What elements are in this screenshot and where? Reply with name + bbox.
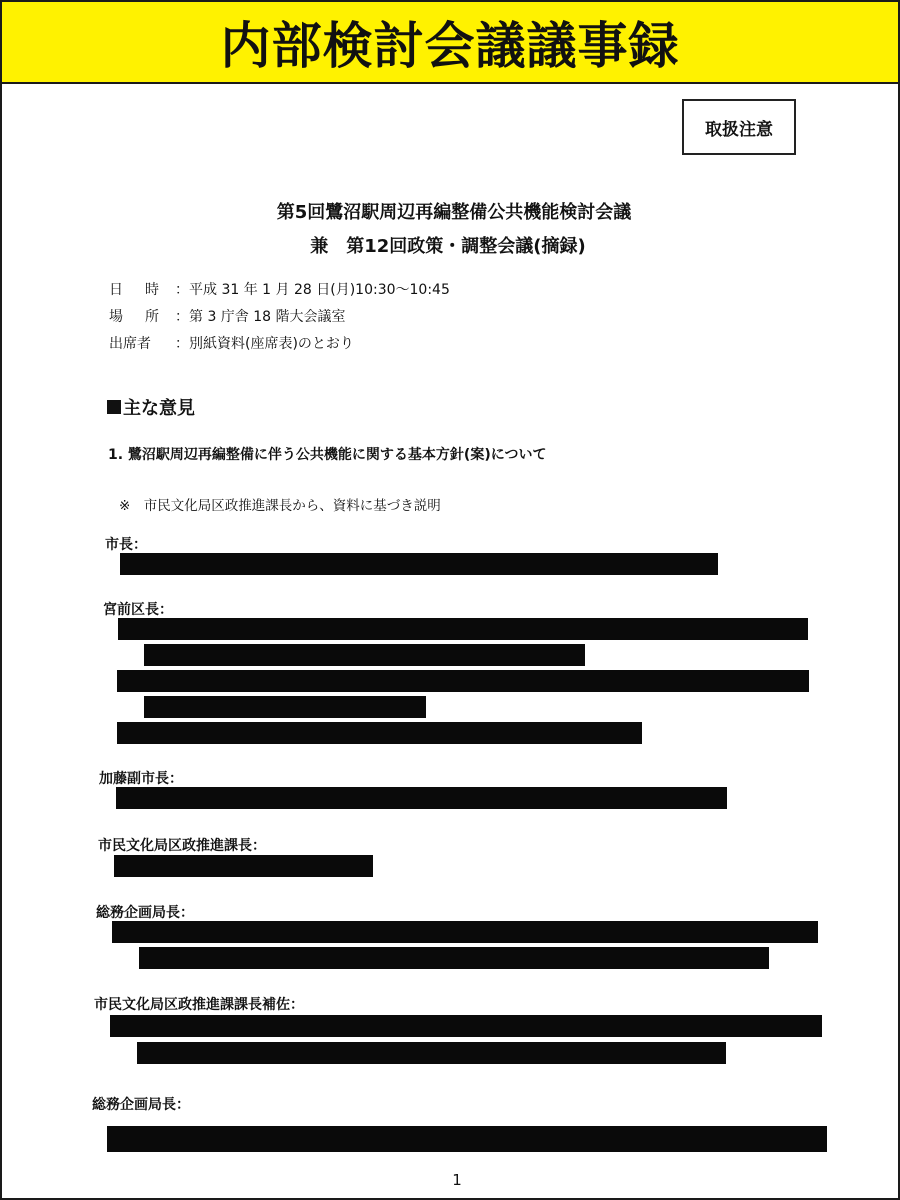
section-heading-text: 主な意見 xyxy=(123,398,195,419)
speaker-label: 市長： xyxy=(105,537,147,553)
redaction-bar xyxy=(139,947,769,969)
meta-value: ：別紙資料(座席表)のとおり xyxy=(175,336,354,352)
speaker-label: 宮前区長： xyxy=(103,602,173,618)
speaker-label: 市民文化局区政推進課長： xyxy=(98,838,266,854)
page-number: 1 xyxy=(452,1171,462,1189)
section-heading xyxy=(107,394,195,420)
redaction-bar xyxy=(116,787,727,809)
redaction-bar xyxy=(117,670,809,692)
speaker-label: 市民文化局区政推進課課長補佐： xyxy=(94,997,304,1013)
redaction-bar xyxy=(120,553,718,575)
agenda-item-1: 1. 鷺沼駅周辺再編整備に伴う公共機能に関する基本方針(案)について xyxy=(108,447,547,463)
redaction-bar xyxy=(137,1042,726,1064)
redaction-bar xyxy=(144,644,585,666)
meta-value: ：第 3 庁舎 18 階大会議室 xyxy=(175,309,346,325)
redaction-bar xyxy=(114,855,373,877)
redaction-bar xyxy=(144,696,426,718)
meta-place xyxy=(109,306,346,326)
meta-key: 日 時 xyxy=(109,282,163,298)
banner-title: 内部検討会議議事録 xyxy=(220,17,680,75)
redaction-bar xyxy=(112,921,818,943)
redaction-bar xyxy=(110,1015,822,1037)
meta-value: ：平成 31 年 1 月 28 日(月)10:30～10:45 xyxy=(175,282,450,298)
explanation-note: ※ 市民文化局区政推進課長から、資料に基づき説明 xyxy=(119,498,441,514)
meta-key: 場 所 xyxy=(109,309,163,325)
confidential-stamp: 取扱注意 xyxy=(682,99,796,155)
meta-key: 出席者 xyxy=(109,336,151,352)
header-banner xyxy=(2,2,898,84)
redaction-bar xyxy=(118,618,808,640)
speaker-label: 総務企画局長： xyxy=(92,1097,190,1113)
speaker-label: 総務企画局長： xyxy=(96,905,194,921)
document-title-line1: 第5回鷺沼駅周辺再編整備公共機能検討会議 xyxy=(276,202,632,223)
meta-datetime xyxy=(109,279,450,299)
redaction-bar xyxy=(117,722,642,744)
redaction-bar xyxy=(107,1126,827,1152)
meta-attendees xyxy=(109,333,354,353)
square-bullet-icon xyxy=(107,400,121,414)
speaker-label: 加藤副市長： xyxy=(99,771,183,787)
document-title-line2: 兼 第12回政策・調整会議(摘録) xyxy=(310,236,586,257)
